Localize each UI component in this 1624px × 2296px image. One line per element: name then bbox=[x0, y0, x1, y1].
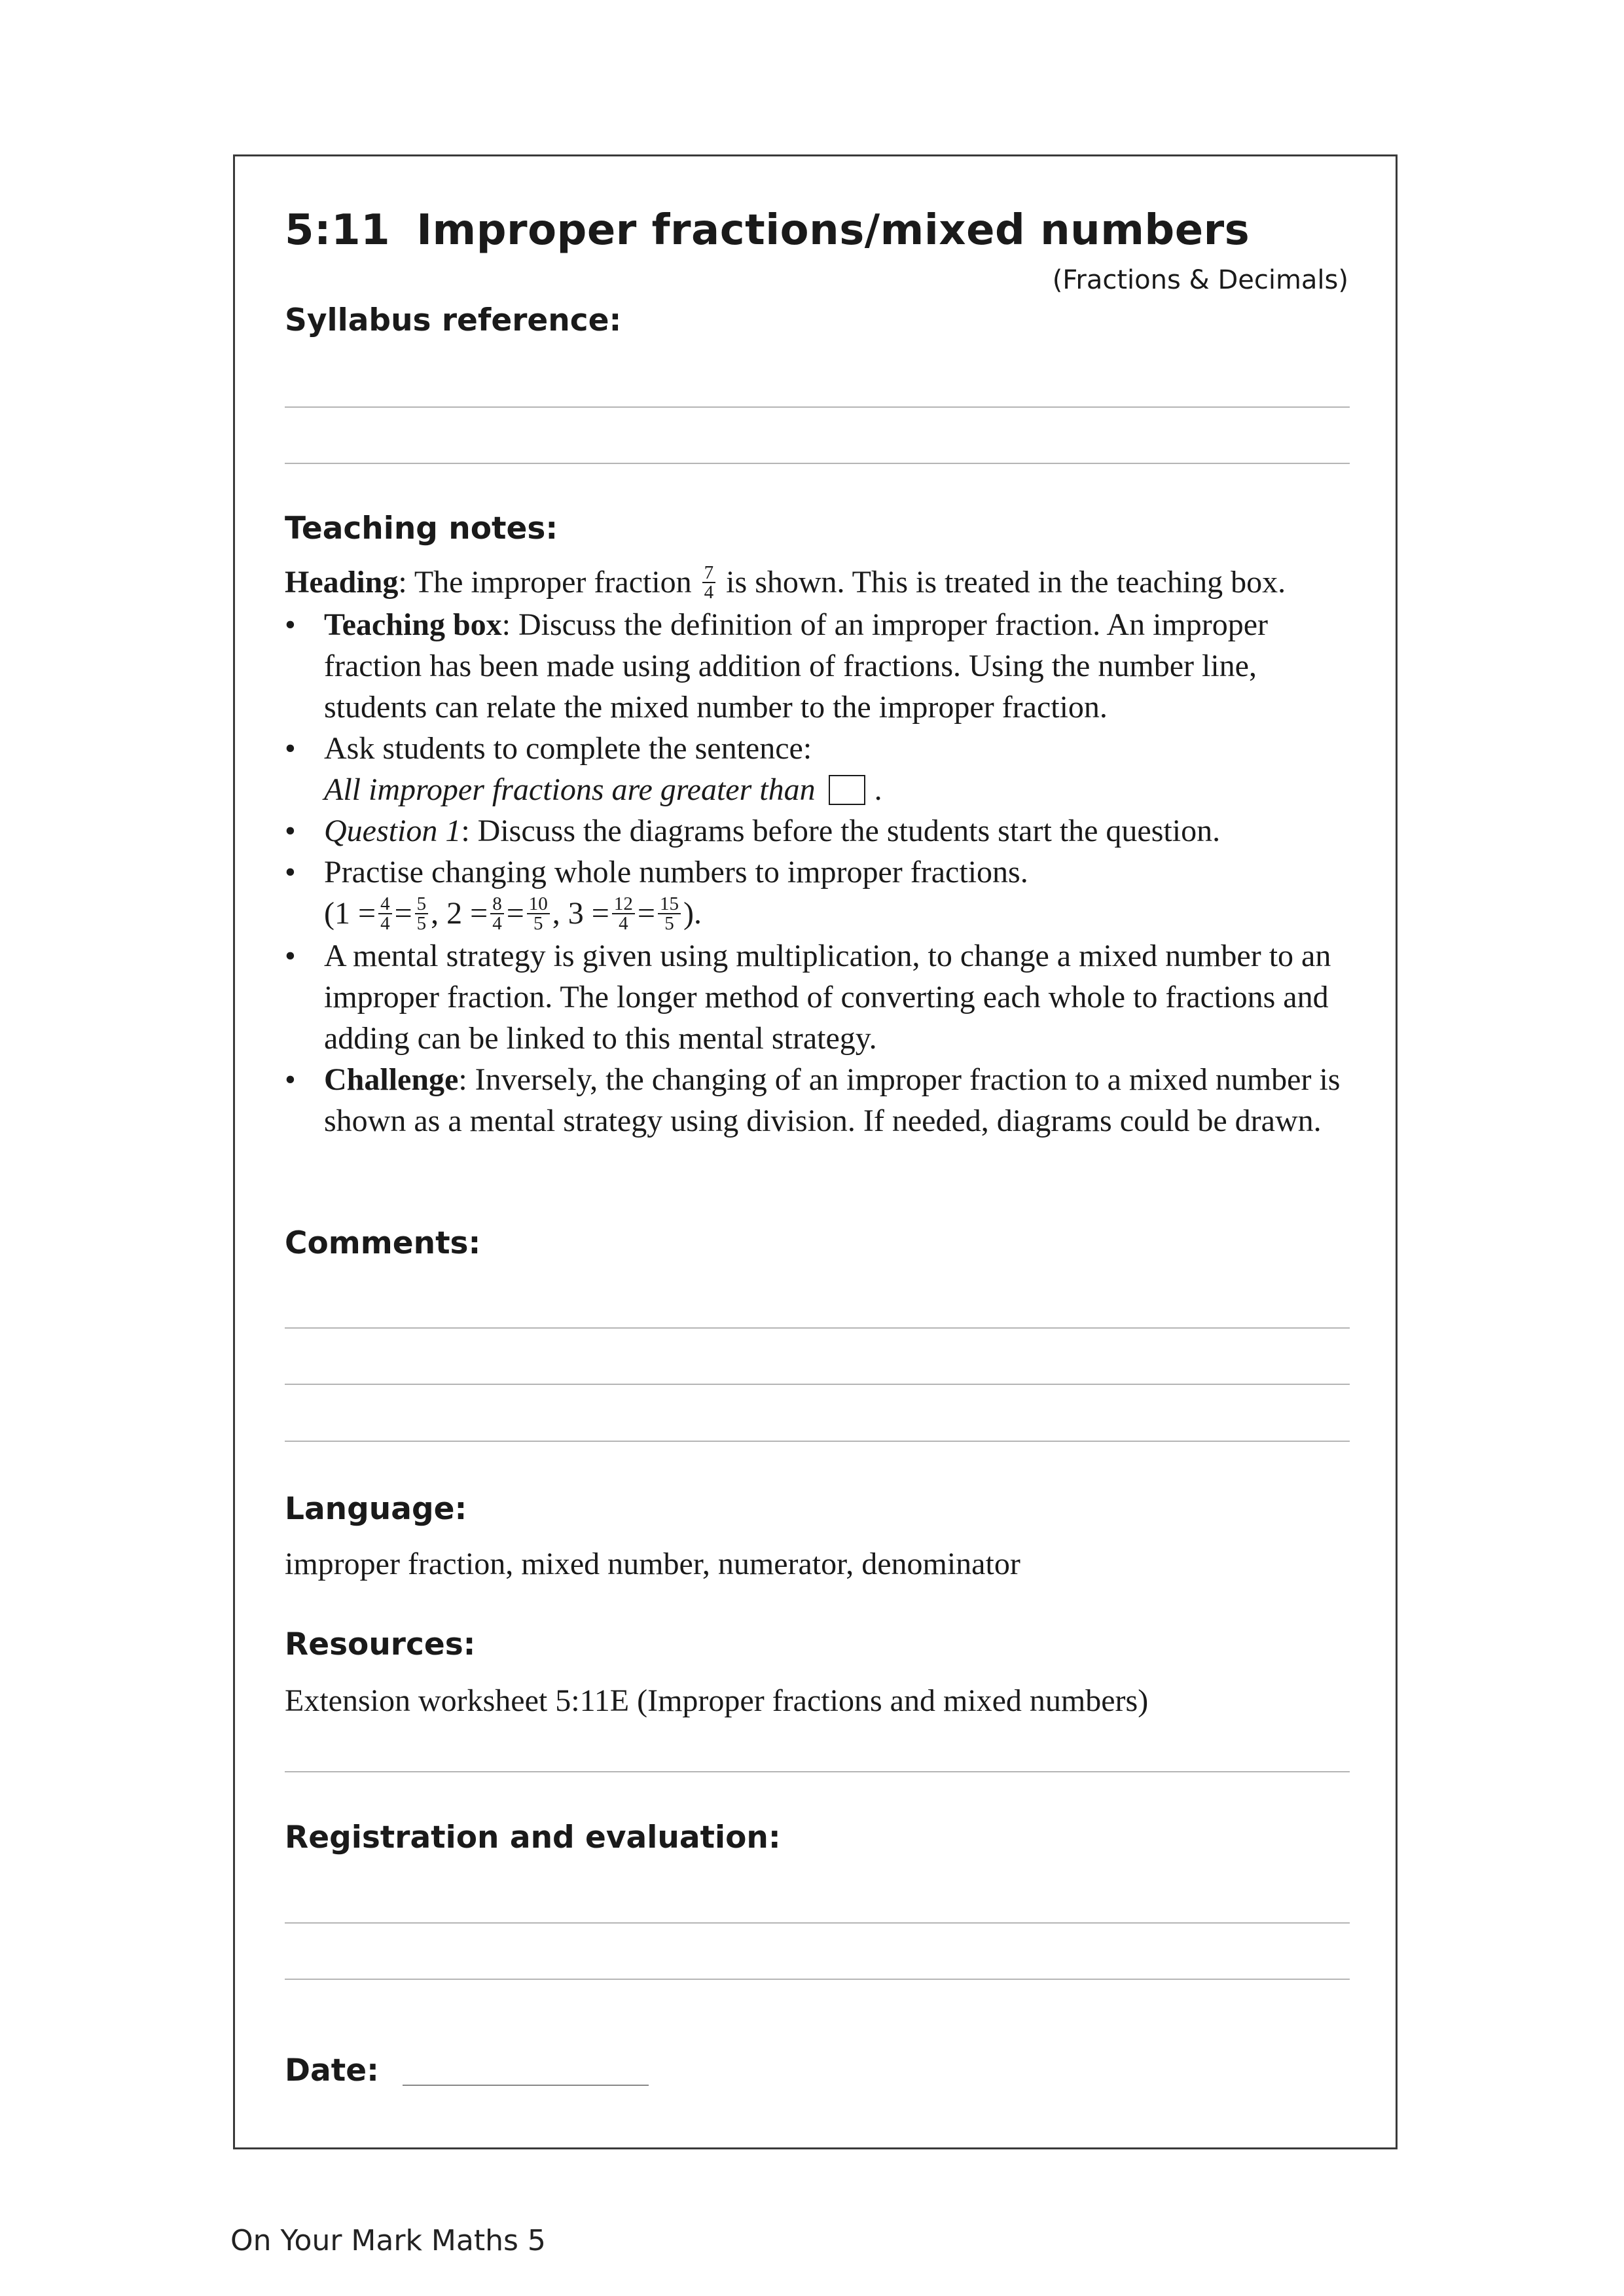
answer-box bbox=[829, 775, 865, 805]
bullet-period: . bbox=[874, 772, 882, 807]
fraction-den: 4 bbox=[704, 581, 714, 603]
page-footer: On Your Mark Maths 5 bbox=[230, 2224, 546, 2257]
expr-text: = bbox=[637, 895, 655, 931]
fraction bbox=[378, 895, 392, 933]
expr-text: = bbox=[394, 895, 412, 931]
bullet-bold: Teaching box bbox=[324, 607, 502, 642]
bullet-text: : Discuss the diagrams before the students start the question. bbox=[461, 813, 1221, 848]
syllabus-line-2 bbox=[285, 463, 1350, 464]
bullet-italic: Question 1 bbox=[324, 813, 461, 848]
teaching-notes-body bbox=[285, 562, 1358, 1141]
expr-text: , 3 = bbox=[552, 895, 609, 931]
registration-line-1 bbox=[285, 1922, 1350, 1924]
fraction-num: 12 bbox=[612, 895, 635, 914]
comments-heading: Comments: bbox=[285, 1225, 481, 1261]
fraction-num: 5 bbox=[415, 895, 429, 914]
fraction-den: 4 bbox=[619, 912, 628, 934]
bullet-teaching-box bbox=[285, 604, 1358, 728]
bullet-challenge bbox=[285, 1059, 1358, 1141]
date-field-line bbox=[403, 2085, 649, 2086]
bullet-text: Practise changing whole numbers to improper fractions. bbox=[324, 854, 1028, 889]
expr-text: (1 = bbox=[324, 895, 376, 931]
fraction-den: 4 bbox=[492, 912, 502, 934]
registration-heading: Registration and evaluation: bbox=[285, 1820, 781, 1856]
date-label: Date: bbox=[285, 2053, 379, 2089]
teaching-notes-heading: Teaching notes: bbox=[285, 511, 558, 547]
resources-heading: Resources: bbox=[285, 1626, 476, 1662]
expr-text: , 2 = bbox=[431, 895, 488, 931]
fraction bbox=[612, 895, 635, 933]
topic-label: (Fractions & Decimals) bbox=[1052, 265, 1348, 295]
fraction-num: 15 bbox=[658, 895, 681, 914]
bullet-italic: All improper fractions are greater than bbox=[324, 772, 816, 807]
fraction-den: 4 bbox=[380, 912, 390, 934]
registration-line-2 bbox=[285, 1979, 1350, 1980]
notes-bullet-list bbox=[285, 604, 1358, 1141]
bullet-complete-sentence bbox=[285, 728, 1358, 810]
fraction-den: 5 bbox=[416, 912, 427, 934]
syllabus-line-1 bbox=[285, 406, 1350, 408]
bullet-bold: Challenge bbox=[324, 1062, 459, 1097]
syllabus-heading: Syllabus reference: bbox=[285, 302, 622, 338]
expr-text: = bbox=[506, 895, 524, 931]
fraction bbox=[658, 895, 681, 933]
comments-line-2 bbox=[285, 1384, 1350, 1385]
fraction bbox=[415, 895, 429, 933]
intro-text-after: is shown. This is treated in the teaching box. bbox=[718, 565, 1286, 600]
expr-text: ). bbox=[683, 895, 702, 931]
bullet-text: A mental strategy is given using multiplication, to change a mixed number to an improper fraction. The longer method of converting each whole to fractions and adding can be linked to this mental strategy. bbox=[324, 938, 1331, 1056]
intro-text-before: : The improper fraction bbox=[398, 565, 700, 600]
bullet-text: : Discuss the definition of an improper fraction. An improper fraction has been made using addition of fractions. Using the number line, students can relate the mixed number to the improper fraction. bbox=[324, 607, 1269, 725]
bullet-practise bbox=[285, 852, 1358, 935]
fraction-7-4 bbox=[702, 564, 716, 601]
fraction-num: 10 bbox=[527, 895, 550, 914]
comments-line-1 bbox=[285, 1327, 1350, 1329]
fraction-num: 7 bbox=[702, 564, 716, 583]
page-title bbox=[285, 206, 1250, 255]
resources-text: Extension worksheet 5:11E (Improper fractions and mixed numbers) bbox=[285, 1683, 1149, 1718]
fraction-den: 5 bbox=[533, 912, 543, 934]
fraction bbox=[527, 895, 550, 933]
bullet-text: Ask students to complete the sentence: bbox=[324, 730, 812, 766]
comments-line-3 bbox=[285, 1441, 1350, 1442]
fraction bbox=[490, 895, 504, 933]
language-heading: Language: bbox=[285, 1491, 467, 1527]
language-text: improper fraction, mixed number, numerator, denominator bbox=[285, 1547, 1020, 1581]
notes-intro bbox=[285, 562, 1358, 604]
intro-bold: Heading bbox=[285, 565, 399, 600]
fraction-num: 4 bbox=[378, 895, 392, 914]
fraction-den: 5 bbox=[664, 912, 674, 934]
resources-line bbox=[285, 1771, 1350, 1772]
lesson-number: 5:11 bbox=[285, 206, 391, 255]
bullet-question-1 bbox=[285, 810, 1358, 852]
bullet-mental-strategy bbox=[285, 935, 1358, 1059]
lesson-title: Improper fractions/mixed numbers bbox=[416, 206, 1250, 255]
fraction-num: 8 bbox=[490, 895, 504, 914]
bullet-text: : Inversely, the changing of an improper fraction to a mixed number is shown as a mental strategy using division. If needed, diagrams could be drawn. bbox=[324, 1062, 1341, 1138]
